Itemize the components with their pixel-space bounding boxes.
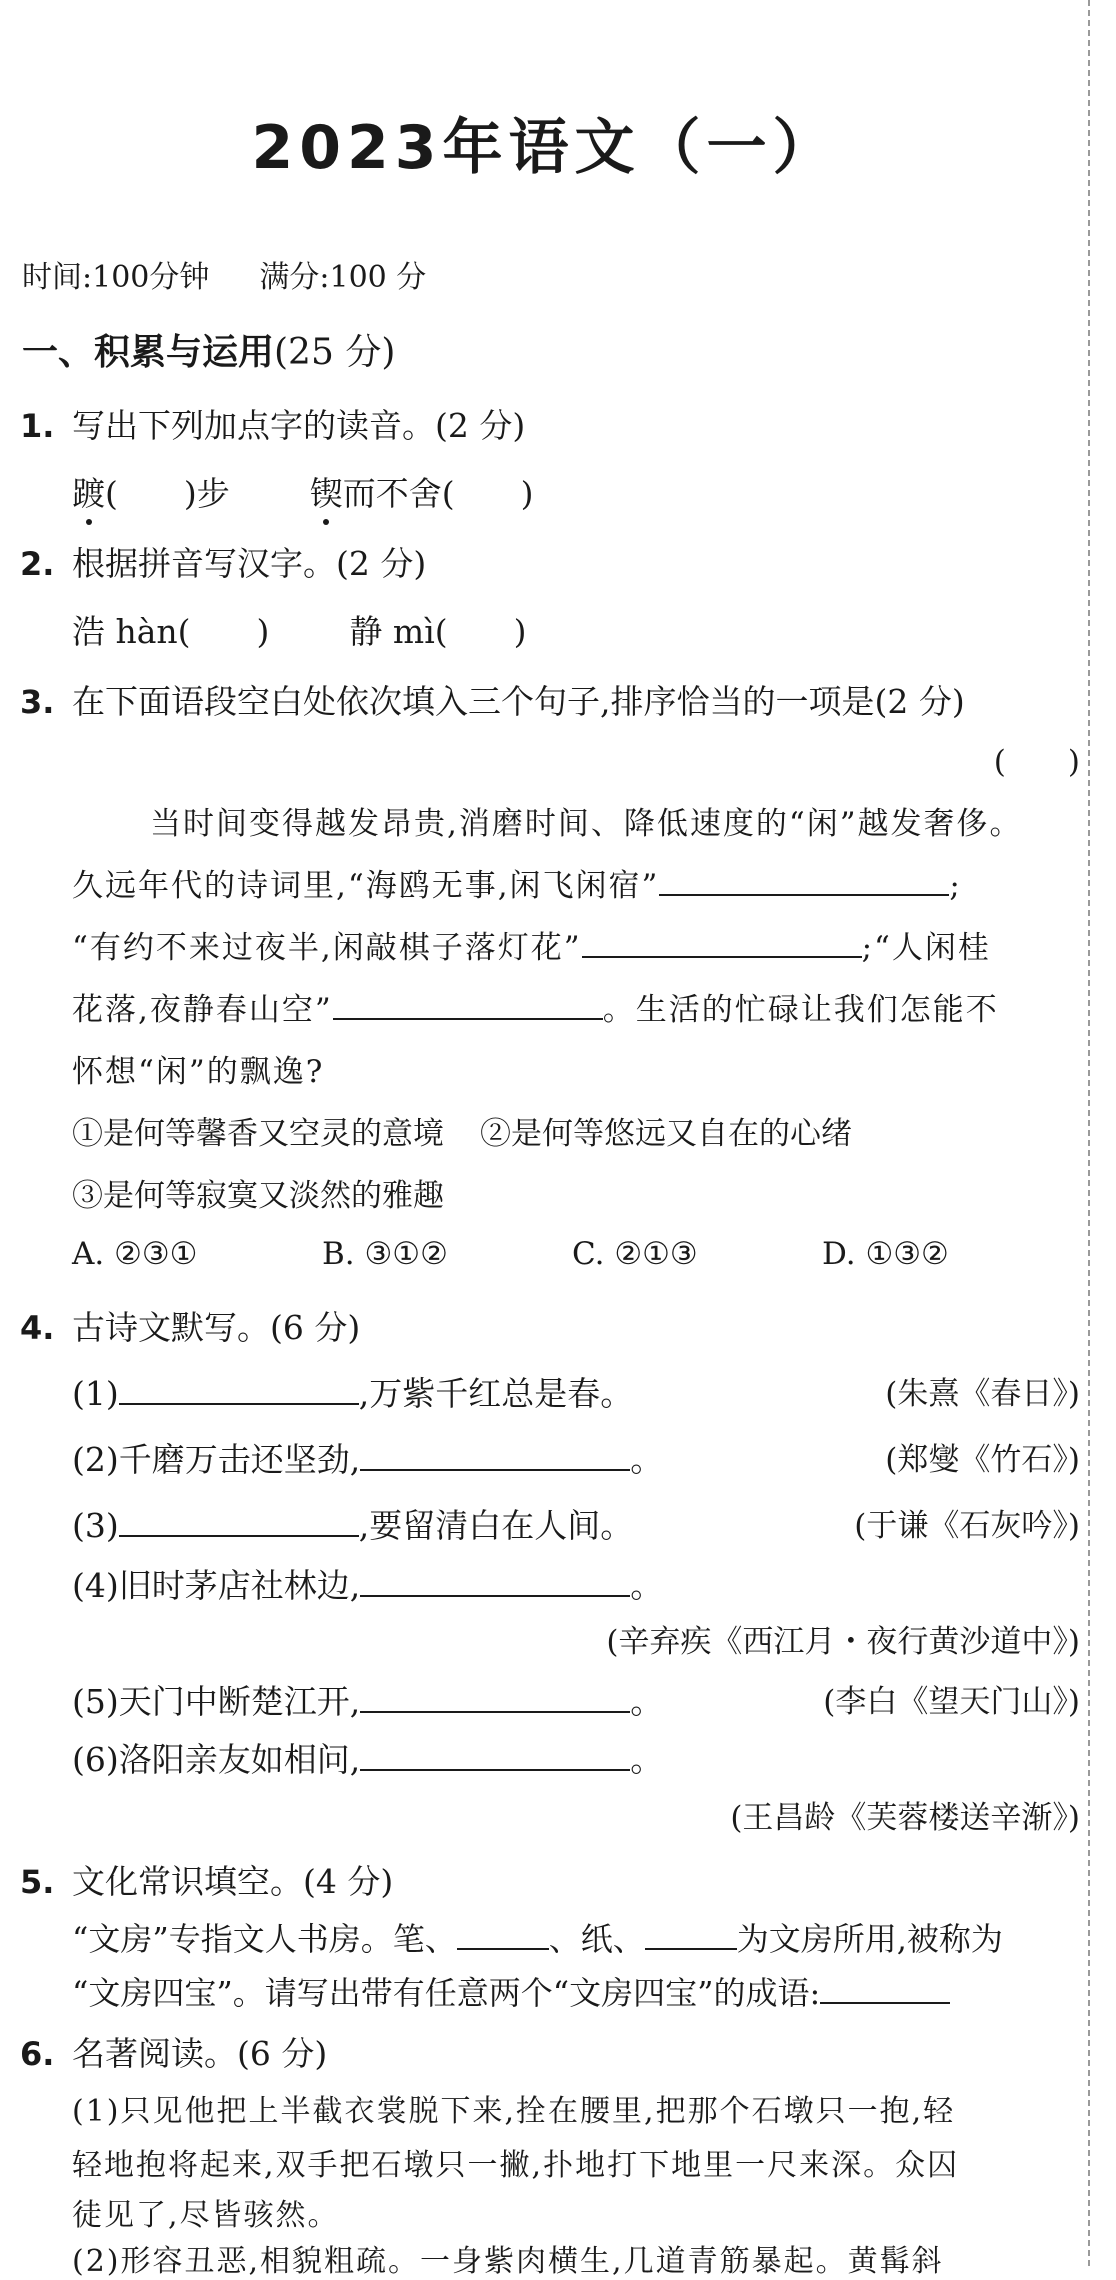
poem-text: 。 (630, 1682, 664, 1721)
passage-text: 。生活的忙碌让我们怎能不 (602, 992, 999, 1028)
dotted-char: 锲 (310, 468, 343, 515)
poem-line-6 (72, 1734, 663, 1781)
passage-text: “有约不来过夜半,闲敲棋子落灯花” (72, 930, 582, 966)
poem-text: (6)洛阳亲友如相问, (72, 1740, 361, 1779)
poem-source: (朱熹《春日》) (885, 1376, 1080, 1412)
question-number: 4. (20, 1309, 55, 1347)
page-title: 2023年语文（一） (251, 113, 839, 183)
exam-meta (22, 252, 426, 296)
fill-blank (333, 987, 603, 1020)
passage-line: 怀想“闲”的飘逸? (72, 1054, 325, 1090)
question-5 (20, 1856, 393, 1903)
question-stem: 根据拼音写汉字。(2 分) (72, 544, 427, 583)
fill-blank (820, 1970, 950, 2004)
poem-text: ,万紫千红总是春。 (358, 1374, 634, 1413)
fill-blank (360, 1562, 630, 1597)
question-2 (20, 538, 426, 585)
poem-line-3 (72, 1500, 633, 1547)
poem-text: (4)旧时茅店社林边, (72, 1566, 361, 1605)
sentence-choices (72, 1108, 852, 1153)
fill-blank (582, 925, 862, 958)
exam-score: 满分:100 分 (259, 260, 427, 295)
reading-line: (1)只见他把上半截衣裳脱下来,拴在腰里,把那个石墩只一抱,轻 (72, 2094, 956, 2129)
answer-slot: ( )步 (105, 474, 230, 513)
poem-source: (辛弃疾《西江月・夜行黄沙道中》) (606, 1624, 1080, 1660)
question-4 (20, 1302, 360, 1349)
poem-text: 。 (630, 1440, 664, 1479)
sentence-1: ①是何等馨香又空灵的意境 (72, 1116, 444, 1152)
option-b: B. ③①② (322, 1236, 448, 1272)
poem-line-2 (72, 1434, 663, 1481)
poem-line-1 (72, 1368, 633, 1415)
section-label: 一、积累与运用 (22, 332, 275, 373)
poem-source: (于谦《石灰吟》) (854, 1508, 1080, 1544)
sentence-choices (72, 1170, 444, 1215)
question-6 (20, 2028, 327, 2075)
culture-text: 、纸、 (548, 1920, 645, 1958)
passage-text: 久远年代的诗词里,“海鸥无事,闲飞闲宿” (72, 868, 660, 904)
question-number: 6. (20, 2035, 55, 2073)
culture-text: “文房四宝”。请写出带有任意两个“文房四宝”的成语: (72, 1974, 821, 2012)
question-1 (20, 400, 525, 447)
poem-text: 。 (630, 1740, 664, 1779)
fill-blank (645, 1916, 737, 1950)
section-heading (22, 324, 395, 375)
passage-line (72, 860, 962, 905)
answer-slot: 而不舍( ) (342, 474, 534, 513)
option-c: C. ②①③ (572, 1236, 698, 1272)
pinyin-item: 浩 hàn( ) (72, 612, 270, 651)
reading-line: (2)形容丑恶,相貌粗疏。一身紫肉横生,几道青筋暴起。黄髯斜 (72, 2244, 944, 2279)
culture-text: 为文房所用,被称为 (736, 1920, 1003, 1958)
question-stem: 古诗文默写。(6 分) (72, 1308, 361, 1347)
option-d: D. ①③② (822, 1236, 949, 1272)
fill-blank (360, 1436, 630, 1471)
poem-line-4 (72, 1560, 663, 1607)
passage-text: ;“人闲桂 (861, 930, 991, 966)
poem-line-5 (72, 1676, 663, 1723)
question-stem: 写出下列加点字的读音。(2 分) (72, 406, 526, 445)
q1-items (72, 468, 534, 515)
fill-blank (659, 863, 949, 896)
fill-blank (360, 1678, 630, 1713)
dotted-char: 踱 (72, 468, 105, 515)
reading-line: 徒见了,尽皆骇然。 (72, 2198, 340, 2233)
question-number: 5. (20, 1863, 55, 1901)
question-3 (20, 676, 965, 723)
poem-text: ,要留清白在人间。 (358, 1506, 634, 1545)
question-stem: 在下面语段空白处依次填入三个句子,排序恰当的一项是(2 分) (72, 682, 965, 721)
exam-time: 时间:100分钟 (22, 260, 210, 295)
sentence-3: ③是何等寂寞又淡然的雅趣 (72, 1178, 444, 1214)
fill-blank (119, 1370, 359, 1405)
section-points: (25 分) (274, 332, 396, 373)
passage-text: ; (949, 868, 962, 904)
poem-text: 。 (630, 1566, 664, 1605)
culture-line-2 (72, 1968, 950, 2014)
poem-source: (王昌龄《芙蓉楼送辛渐》) (730, 1800, 1080, 1836)
poem-source: (李白《望天门山》) (823, 1684, 1080, 1720)
question-stem: 名著阅读。(6 分) (72, 2034, 328, 2073)
passage-text: 花落,夜静春山空” (72, 992, 333, 1028)
binding-margin-line (1088, 0, 1090, 2266)
sentence-2: ②是何等悠远又自在的心绪 (480, 1116, 852, 1152)
poem-text: (3) (72, 1506, 119, 1545)
poem-text: (2)千磨万击还坚劲, (72, 1440, 361, 1479)
question-stem: 文化常识填空。(4 分) (72, 1862, 394, 1901)
culture-line-1 (72, 1914, 1003, 1960)
passage-line (72, 984, 999, 1029)
passage-line (72, 922, 991, 967)
reading-line: 轻地抱将起来,双手把石墩只一撇,扑地打下地里一尺来深。众囚 (72, 2148, 960, 2183)
option-a: A. ②③① (72, 1236, 198, 1272)
answer-bracket: ( ) (993, 744, 1080, 780)
fill-blank (119, 1502, 359, 1537)
culture-text: “文房”专指文人书房。笔、 (72, 1920, 457, 1958)
question-number: 2. (20, 545, 55, 583)
fill-blank (457, 1916, 549, 1950)
question-number: 3. (20, 683, 55, 721)
poem-source: (郑燮《竹石》) (885, 1442, 1080, 1478)
question-number: 1. (20, 407, 55, 445)
fill-blank (360, 1736, 630, 1771)
poem-text: (1) (72, 1374, 119, 1413)
pinyin-item: 静 mì( ) (349, 612, 527, 651)
poem-text: (5)天门中断楚江开, (72, 1682, 361, 1721)
q2-items (72, 606, 527, 653)
passage-line: 当时间变得越发昂贵,消磨时间、降低速度的“闲”越发奢侈。 (150, 806, 1023, 842)
answer-options (72, 1236, 949, 1272)
